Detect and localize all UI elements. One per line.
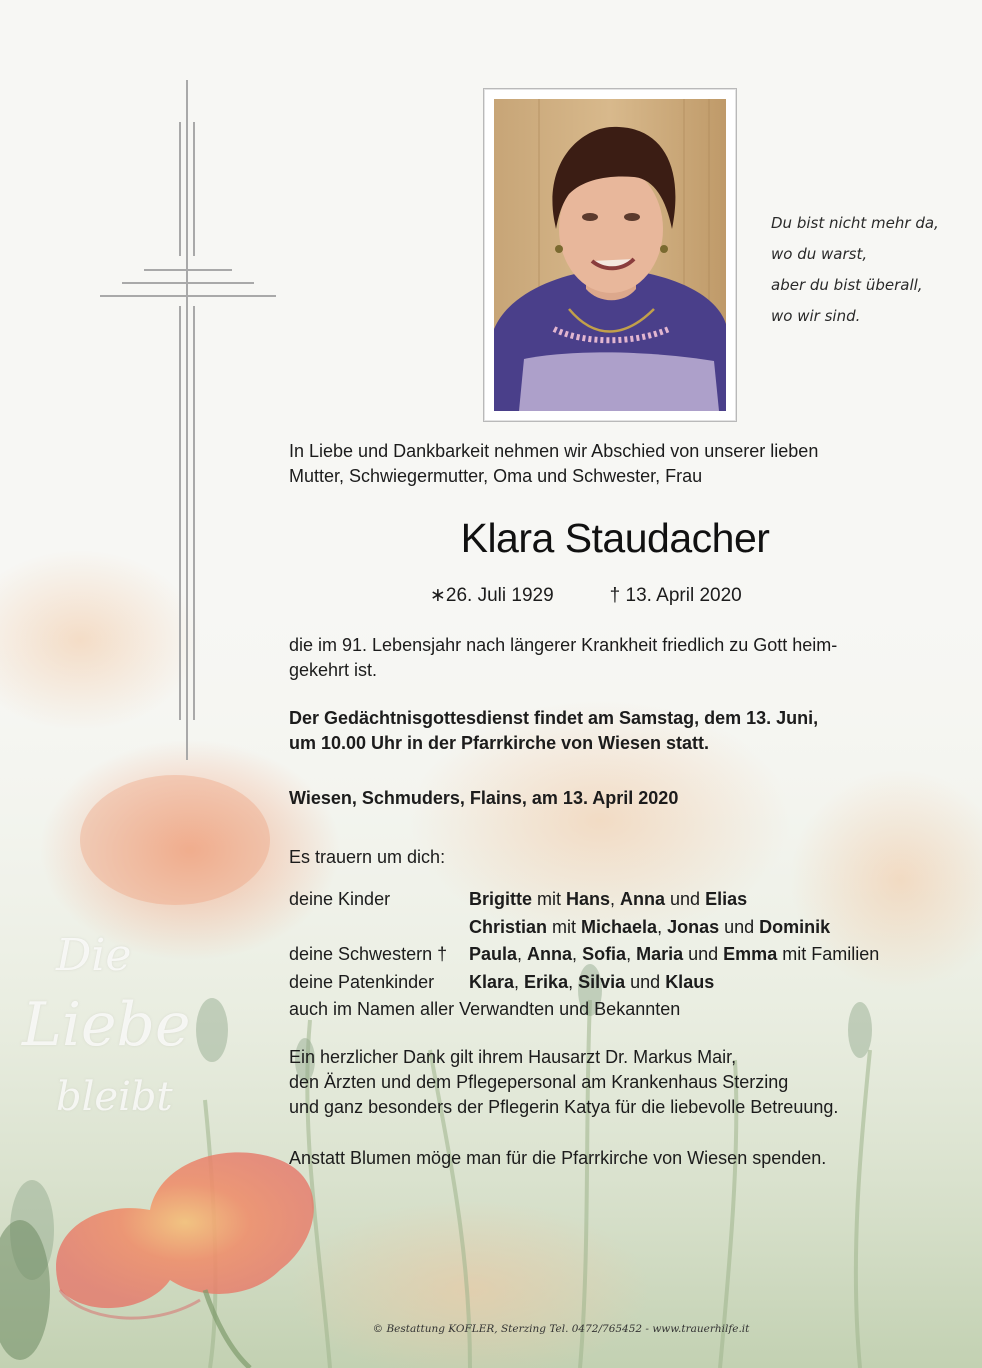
watermark-line: Liebe bbox=[22, 990, 191, 1060]
portrait-frame bbox=[483, 88, 737, 422]
mourning-intro: Es trauern um dich: bbox=[289, 847, 446, 867]
thanks-line: und ganz besonders der Pflegerin Katya für die liebevolle Betreuung. bbox=[289, 1097, 839, 1117]
quote-line: aber du bist überall, bbox=[771, 276, 923, 294]
death-date: † 13. April 2020 bbox=[609, 585, 742, 606]
service-announcement bbox=[289, 706, 929, 756]
relatives-line: auch im Namen aller Verwandten und Bekannten bbox=[289, 999, 681, 1019]
relation-label: deine Kinder bbox=[289, 889, 391, 909]
thanks-line: Ein herzlicher Dank gilt ihrem Hausarzt Dr. Markus Mair, bbox=[289, 1047, 737, 1067]
watermark-line: bleibt bbox=[56, 1074, 173, 1120]
thanks-line: den Ärzten und dem Pflegepersonal am Krankenhaus Sterzing bbox=[289, 1072, 789, 1092]
mourner-names: Paula, Anna, Sofia, Maria und Emma mit Familien bbox=[469, 944, 880, 964]
quote-line: Du bist nicht mehr da, bbox=[771, 214, 939, 232]
cross-icon bbox=[0, 0, 300, 780]
mourner-names: Klara, Erika, Silvia und Klaus bbox=[469, 971, 715, 992]
quote-line: wo du warst, bbox=[771, 245, 868, 263]
flowers-note: Anstatt Blumen möge man für die Pfarrkirche von Wiesen spenden. bbox=[289, 1148, 827, 1168]
place-date: Wiesen, Schmuders, Flains, am 13. April 2020 bbox=[289, 788, 679, 808]
mourner-names: Christian mit Michaela, Jonas und Dominik bbox=[469, 916, 831, 937]
thanks-text bbox=[289, 1045, 929, 1120]
description-line: gekehrt ist. bbox=[289, 660, 378, 680]
intro-text bbox=[289, 439, 929, 489]
memorial-quote bbox=[771, 208, 971, 332]
quote-line: wo wir sind. bbox=[771, 307, 861, 325]
service-line: um 10.00 Uhr in der Pfarrkirche von Wiesen statt. bbox=[289, 733, 709, 753]
watermark-line: Die bbox=[56, 930, 132, 981]
description-line: die im 91. Lebensjahr nach längerer Krankheit friedlich zu Gott heim- bbox=[289, 635, 838, 655]
description-text bbox=[289, 633, 929, 683]
relation-label: deine Patenkinder bbox=[289, 971, 435, 992]
deceased-name: Klara Staudacher bbox=[460, 515, 770, 561]
portrait-photo bbox=[494, 99, 726, 411]
footer-credit: © Bestattung KOFLER, Sterzing Tel. 0472/765452 - www.trauerhilfe.it bbox=[372, 1323, 750, 1335]
birth-date: ∗26. Juli 1929 bbox=[430, 585, 554, 606]
service-line: Der Gedächtnisgottesdienst findet am Samstag, dem 13. Juni, bbox=[289, 708, 819, 728]
mourner-names: Brigitte mit Hans, Anna und Elias bbox=[469, 889, 748, 909]
life-dates bbox=[430, 583, 742, 609]
relation-label: deine Schwestern † bbox=[289, 944, 448, 964]
intro-line: Mutter, Schwiegermutter, Oma und Schwester, Frau bbox=[289, 466, 703, 486]
intro-line: In Liebe und Dankbarkeit nehmen wir Abschied von unserer lieben bbox=[289, 441, 819, 461]
